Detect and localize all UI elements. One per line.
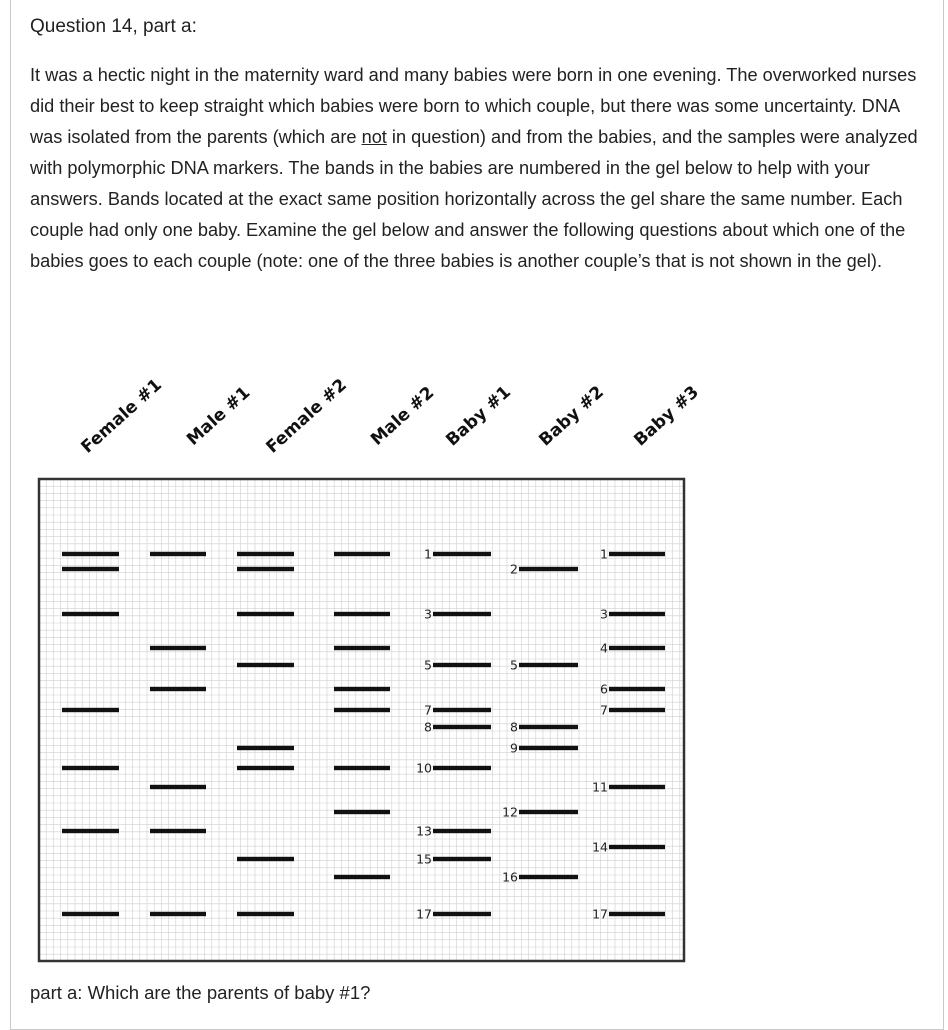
band-number: 12 (502, 804, 518, 820)
gel-band (433, 857, 491, 861)
gel-band (609, 708, 665, 712)
band-number: 7 (600, 702, 608, 718)
gel-band (519, 810, 578, 814)
gel-band (150, 912, 206, 916)
gel-band (609, 687, 665, 691)
gel-band (237, 612, 294, 616)
gel-band (150, 552, 206, 556)
band-number: 2 (510, 561, 518, 577)
band-number: 9 (510, 740, 518, 756)
gel-band (433, 552, 491, 556)
body-text-2: in question) and from the babies, and the samples were analyzed with polymorphic DNA markers. The bands in the babies are numbered in the gel below to help with your answers. Bands located at the exact same position horizontally across the gel share the same number. Each couple had only one baby. Examine the gel below and answer the following questions about which one of the babies goes to each couple (note: one of the three babies is another couple’s that is not shown in the gel). (30, 127, 918, 271)
gel-band (237, 567, 294, 571)
question-title: Question 14, part a: (30, 16, 197, 37)
gel-band (433, 766, 491, 770)
band-number: 4 (600, 640, 608, 656)
band-number: 17 (592, 906, 608, 922)
gel-band (62, 829, 119, 833)
gel-band (150, 829, 206, 833)
gel-band (237, 663, 294, 667)
gel-band (150, 646, 206, 650)
gel-band (334, 646, 390, 650)
lane-label: Male #1 (183, 382, 255, 450)
gel-band (433, 725, 491, 729)
band-number: 10 (416, 760, 432, 776)
band-number: 8 (510, 719, 518, 735)
gel-band (62, 567, 119, 571)
gel-band (237, 912, 294, 916)
band-number: 7 (424, 702, 432, 718)
gel-band (237, 552, 294, 556)
gel-band (62, 612, 119, 616)
band-number: 6 (600, 681, 608, 697)
body-text-1: It was a hectic night in the maternity ward and many babies were born in one evening. The overworked nurses did their best to keep straight which babies were born to which couple, but there was some uncertainty. DNA was isolated from the parents (which are (30, 65, 917, 147)
gel-band (237, 746, 294, 750)
band-number: 15 (416, 851, 432, 867)
gel-band (334, 552, 390, 556)
gel-band (62, 912, 119, 916)
band-number: 3 (424, 606, 432, 622)
gel-band (519, 567, 578, 571)
gel-band (237, 857, 294, 861)
band-number: 1 (600, 546, 608, 562)
gel-band (334, 810, 390, 814)
band-number: 1 (424, 546, 432, 562)
gel-band (62, 766, 119, 770)
gel-band (519, 746, 578, 750)
lane-label: Female #1 (77, 375, 166, 458)
gel-band (433, 663, 491, 667)
lane-label: Baby #3 (630, 382, 703, 451)
gel-band (150, 687, 206, 691)
gel-band (433, 912, 491, 916)
band-number: 8 (424, 719, 432, 735)
gel-band (433, 612, 491, 616)
gel-band (519, 725, 578, 729)
band-number: 17 (416, 906, 432, 922)
band-number: 14 (592, 839, 608, 855)
band-number: 3 (600, 606, 608, 622)
gel-band (519, 875, 578, 879)
gel-band (334, 766, 390, 770)
gel-band (609, 785, 665, 789)
gel-band (334, 875, 390, 879)
gel-band (237, 766, 294, 770)
lane-label: Baby #2 (535, 382, 608, 451)
part-a-prompt: part a: Which are the parents of baby #1? (30, 982, 371, 1003)
band-number: 5 (510, 657, 518, 673)
gel-band (334, 612, 390, 616)
gel-band (609, 612, 665, 616)
gel-band (609, 552, 665, 556)
gel-band (150, 785, 206, 789)
gel-band (609, 912, 665, 916)
gel-band (62, 552, 119, 556)
gel-band (433, 829, 491, 833)
gel-band (609, 646, 665, 650)
band-number: 11 (592, 779, 608, 795)
gel-band (519, 663, 578, 667)
gel-band (433, 708, 491, 712)
gel-band (334, 687, 390, 691)
lane-label: Male #2 (367, 382, 439, 450)
body-underlined-not: not (361, 127, 387, 147)
gel-band (334, 708, 390, 712)
gel-band (609, 845, 665, 849)
band-number: 13 (416, 823, 432, 839)
band-number: 5 (424, 657, 432, 673)
gel-band (62, 708, 119, 712)
lane-label: Female #2 (262, 375, 351, 458)
band-number: 16 (502, 869, 518, 885)
lane-label: Baby #1 (442, 382, 515, 451)
